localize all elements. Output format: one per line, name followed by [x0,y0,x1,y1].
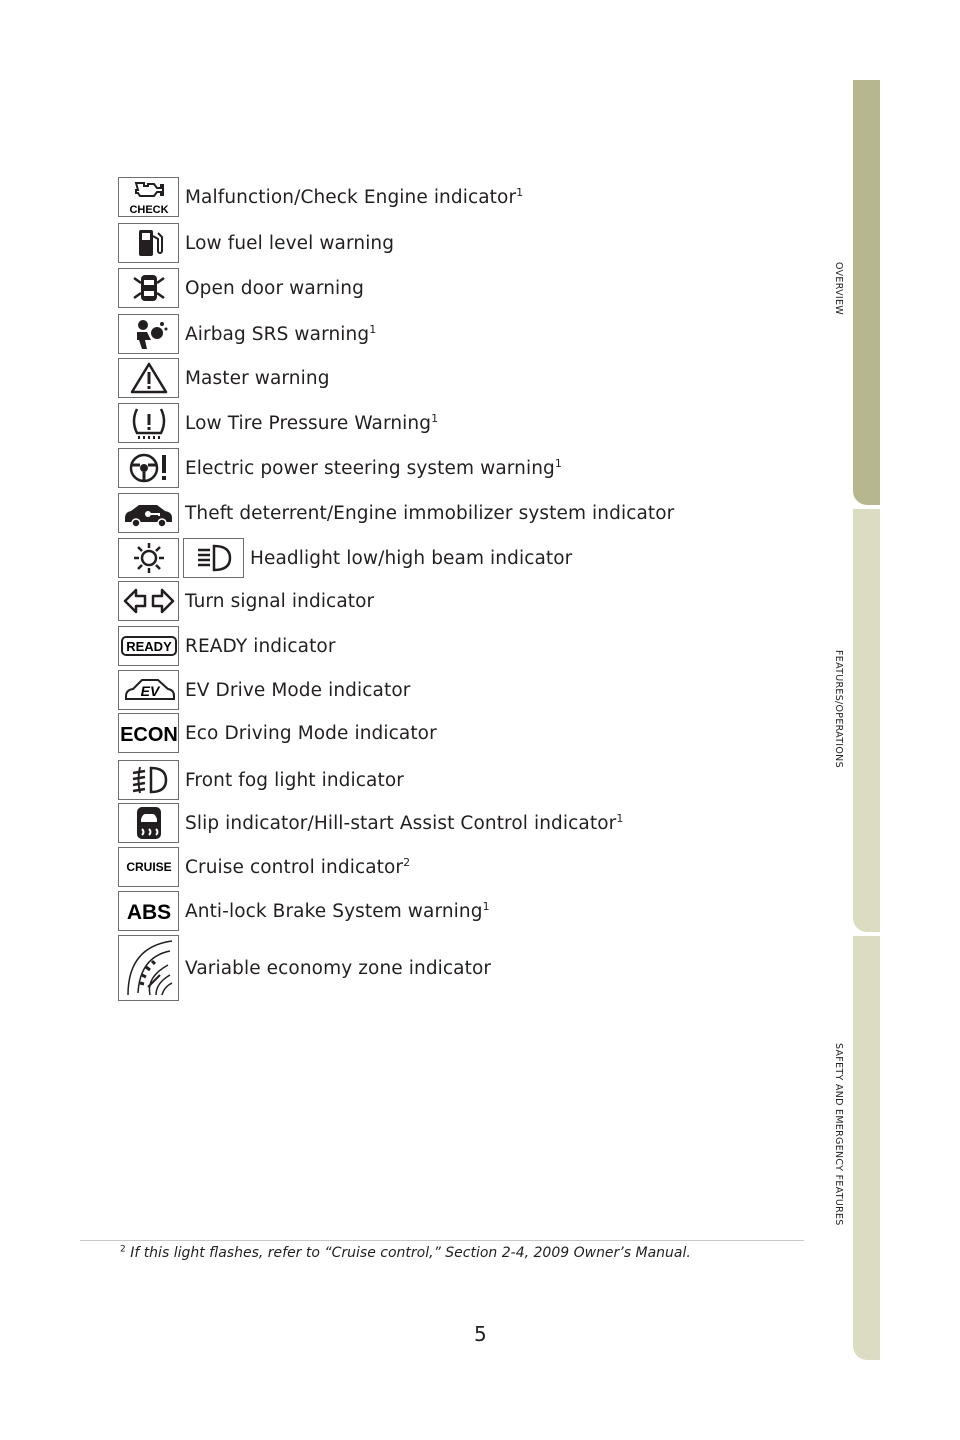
indicator-label: Eco Driving Mode indicator [185,722,437,744]
side-tab-safety[interactable] [853,936,880,1360]
indicator-row [118,625,336,667]
indicator-label: EV Drive Mode indicator [185,679,411,701]
master-warning-icon [118,358,179,398]
ready-icon [118,626,179,666]
indicator-label: Electric power steering system warning$^1$ [185,456,562,479]
indicator-label: Variable economy zone indicator [185,957,492,979]
indicator-row [118,402,438,444]
indicator-row [118,802,623,844]
airbag-icon [118,314,179,354]
indicator-row [118,267,364,309]
indicator-label: Slip indicator/Hill-start Assist Control indicator$^1$ [185,811,624,834]
indicator-label: Front fog light indicator [185,769,404,791]
headlight-icon [118,538,179,578]
indicator-label: Turn signal indicator [185,590,375,612]
side-tab-label: SAFETY AND EMERGENCY FEATURES [833,1043,844,1226]
check-engine-icon [118,177,179,217]
indicator-label: Anti-lock Brake System warning$^1$ [185,899,490,922]
indicator-row [118,222,394,264]
fuel-pump-icon [118,223,179,263]
high-beam-icon [183,538,244,578]
power-steering-icon [118,448,179,488]
ready-icon-text: READY [125,639,172,654]
footnote-marker: 2 [120,1244,126,1255]
indicator-row [118,447,562,489]
page-number: 5 [474,1322,487,1346]
indicator-row [118,712,437,754]
cruise-icon-text: CRUISE [125,860,172,874]
indicator-row [118,537,572,579]
indicator-label: Low Tire Pressure Warning$^1$ [185,411,439,434]
cruise-icon [118,847,179,887]
indicator-label: Theft deterrent/Engine immobilizer system indicator [185,502,675,524]
indicator-label: Master warning [185,367,330,389]
front-fog-icon [118,760,179,800]
indicator-label: Open door warning [185,277,364,299]
indicator-row [118,669,410,711]
indicator-label: Cruise control indicator$^2$ [185,855,411,878]
indicator-label: Low fuel level warning [185,232,395,254]
side-tab-features[interactable] [853,509,880,932]
footnote-divider [80,1240,804,1241]
slip-indicator-icon [118,803,179,843]
indicator-label: Headlight low/high beam indicator [250,547,573,569]
indicator-row [118,176,523,218]
indicator-row [118,846,410,888]
indicator-row [118,357,330,399]
theft-deterrent-icon [118,493,179,533]
indicator-row [118,580,374,622]
check-icon-text: CHECK [128,204,169,215]
indicator-row [118,935,491,1001]
econ-icon [118,713,179,753]
abs-icon-text: ABS [126,901,171,924]
tire-pressure-icon [118,403,179,443]
open-door-icon [118,268,179,308]
indicator-label: Airbag SRS warning$^1$ [185,322,377,345]
indicator-label: READY indicator [185,635,336,657]
abs-icon [118,891,179,931]
footnote-text: If this light flashes, refer to “Cruise control,” Section 2-4, 2009 Owner’s Manual. [130,1245,691,1261]
indicator-row [118,890,490,932]
side-tab-label: FEATURES/OPERATIONS [833,650,844,768]
indicator-row [118,759,404,801]
ev-mode-icon [118,670,179,710]
turn-signal-icon [118,581,179,621]
side-tab-label: OVERVIEW [833,262,844,315]
econ-icon-text: ECON [119,724,178,746]
economy-zone-icon [118,935,179,1001]
indicator-row [118,492,674,534]
indicator-row [118,313,376,355]
ev-icon-text: EV [140,683,159,699]
footnote [120,1245,691,1261]
side-tab-overview[interactable] [853,80,880,505]
indicator-label: Malfunction/Check Engine indicator$^1$ [185,185,524,208]
